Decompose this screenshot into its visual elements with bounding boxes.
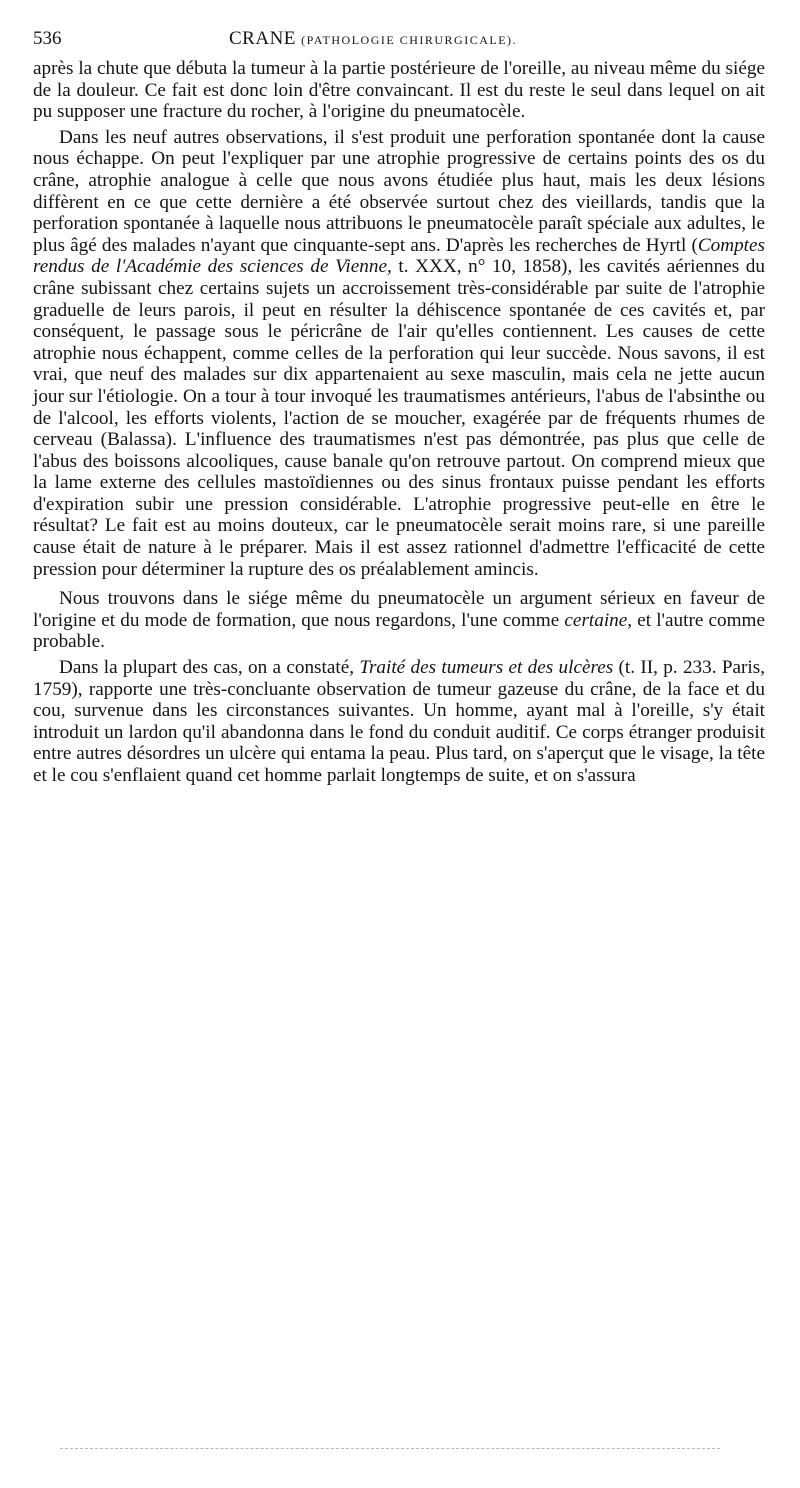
paragraph-2-text: Dans les neuf autres observations, il s'est produit une perforation spontanée dont la cause nous échappe. On peut l'expliquer par une atrophie progressive de certains points des os du crâne, atrophie analogue à celle que nous avons étudiée plus haut, mais les deux lésions diffèrent en ce que cette dernière a été observée surtout chez des vieillards, tandis que la perforation spontanée à laquelle nous attribuons le pneumatocèle paraît spéciale aux adultes, le plus âgé des malades n'ayant que cinquante-sept ans. D'après les recherches de Hyrtl (: [33, 126, 765, 256]
paragraph-2-text-continued: t. XXX, n° 10, 1858), les cavités aériennes du crâne subissant chez certains sujets un accroissement très-considérable par suite de l'atrophie graduelle de leurs parois, il peut en résulter la déhiscence spontanée de ces cavités et, par conséquent, le passage sous le péricrâne de l'air qu'elles contiennent. Les causes de cette atrophie nous échappent, comme celles de la perforation qui leur succède. Nous savons, il est vrai, que neuf des malades sur dix appartenaient au sexe masculin, mais cela ne jette aucun jour sur l'étiologie. On a tour à tour invoqué les traumatismes antérieurs, l'abus de l'absinthe ou de l'alcool, les efforts violents, l'action de se moucher, exagérée par de fréquents rhumes de cerveau (Balassa). L'influence des traumatismes n'est pas démontrée, pas plus que celle de l'abus des boissons alcooliques, cause banale qu'on retrouve partout. On comprend mieux que la lame externe des cellules mastoïdiennes ou des sinus frontaux puisse pendant les efforts d'expiration subir une pression considérable. L'atrophie progressive peut-elle en être le résultat? Le fait est au moins douteux, car le pneumatocèle serait moins rare, si une pareille cause était de nature à le préparer. Mais il est assez rationnel d'admettre l'efficacité de cette pression pour déterminer la rupture des os préalablement amincis.: [33, 256, 765, 580]
running-title-subtitle: (PATHOLOGIE CHIRURGICALE).: [301, 33, 518, 47]
running-title-main: CRANE: [229, 28, 296, 49]
footer-divider: [60, 1448, 720, 1449]
paragraph-4-emphasis: Traité des tumeurs et des ulcères: [359, 657, 614, 679]
paragraph-3: [33, 588, 765, 653]
paragraph-2-citation: Comptes rendus de l'Académie des sciences de Vienne,: [33, 234, 765, 278]
paragraph-4: [33, 657, 765, 787]
paragraph-2: [33, 127, 765, 580]
body-text: [33, 58, 765, 787]
paragraph-4-text-continued: (t. II, p. 233. Paris, 1759), rapporte une très-concluante observation de tumeur gazeuse du crâne, de la face et du cou, survenue dans les circonstances suivantes. Un homme, ayant mal à l'oreille, s'y était introduit un lardon qu'il abandonna dans le fond du conduit auditif. Ce corps étranger produisit entre autres désordres un ulcère qui entama la peau. Plus tard, on s'aperçut que le visage, la tête et le cou s'enflaient quand cet homme parlait longtemps de suite, et on s'assura: [33, 657, 766, 786]
running-title: [229, 28, 517, 50]
running-head: [33, 28, 765, 58]
paragraph-1: [33, 58, 765, 123]
paragraph-4-text: Dans la plupart des cas, on a constaté,: [59, 657, 360, 679]
paragraph-3-emphasis: certaine,: [564, 609, 633, 631]
document-page: [33, 28, 765, 787]
paragraph-3-text-continued: et l'autre comme probable.: [33, 609, 765, 653]
paragraph-1-text: après la chute que débuta la tumeur à la partie postérieure de l'oreille, au niveau même du siége de la douleur. Ce fait est donc loin d'être convaincant. Il est du reste le seul dans lequel on ait pu supposer une fracture du rocher, à l'origine du pneumatocèle.: [33, 58, 765, 123]
paragraph-3-text: Nous trouvons dans le siége même du pneumatocèle un argument sérieux en faveur de l'origine et du mode de formation, que nous regardons, l'une comme: [33, 588, 765, 631]
page-number: 536: [33, 28, 62, 49]
